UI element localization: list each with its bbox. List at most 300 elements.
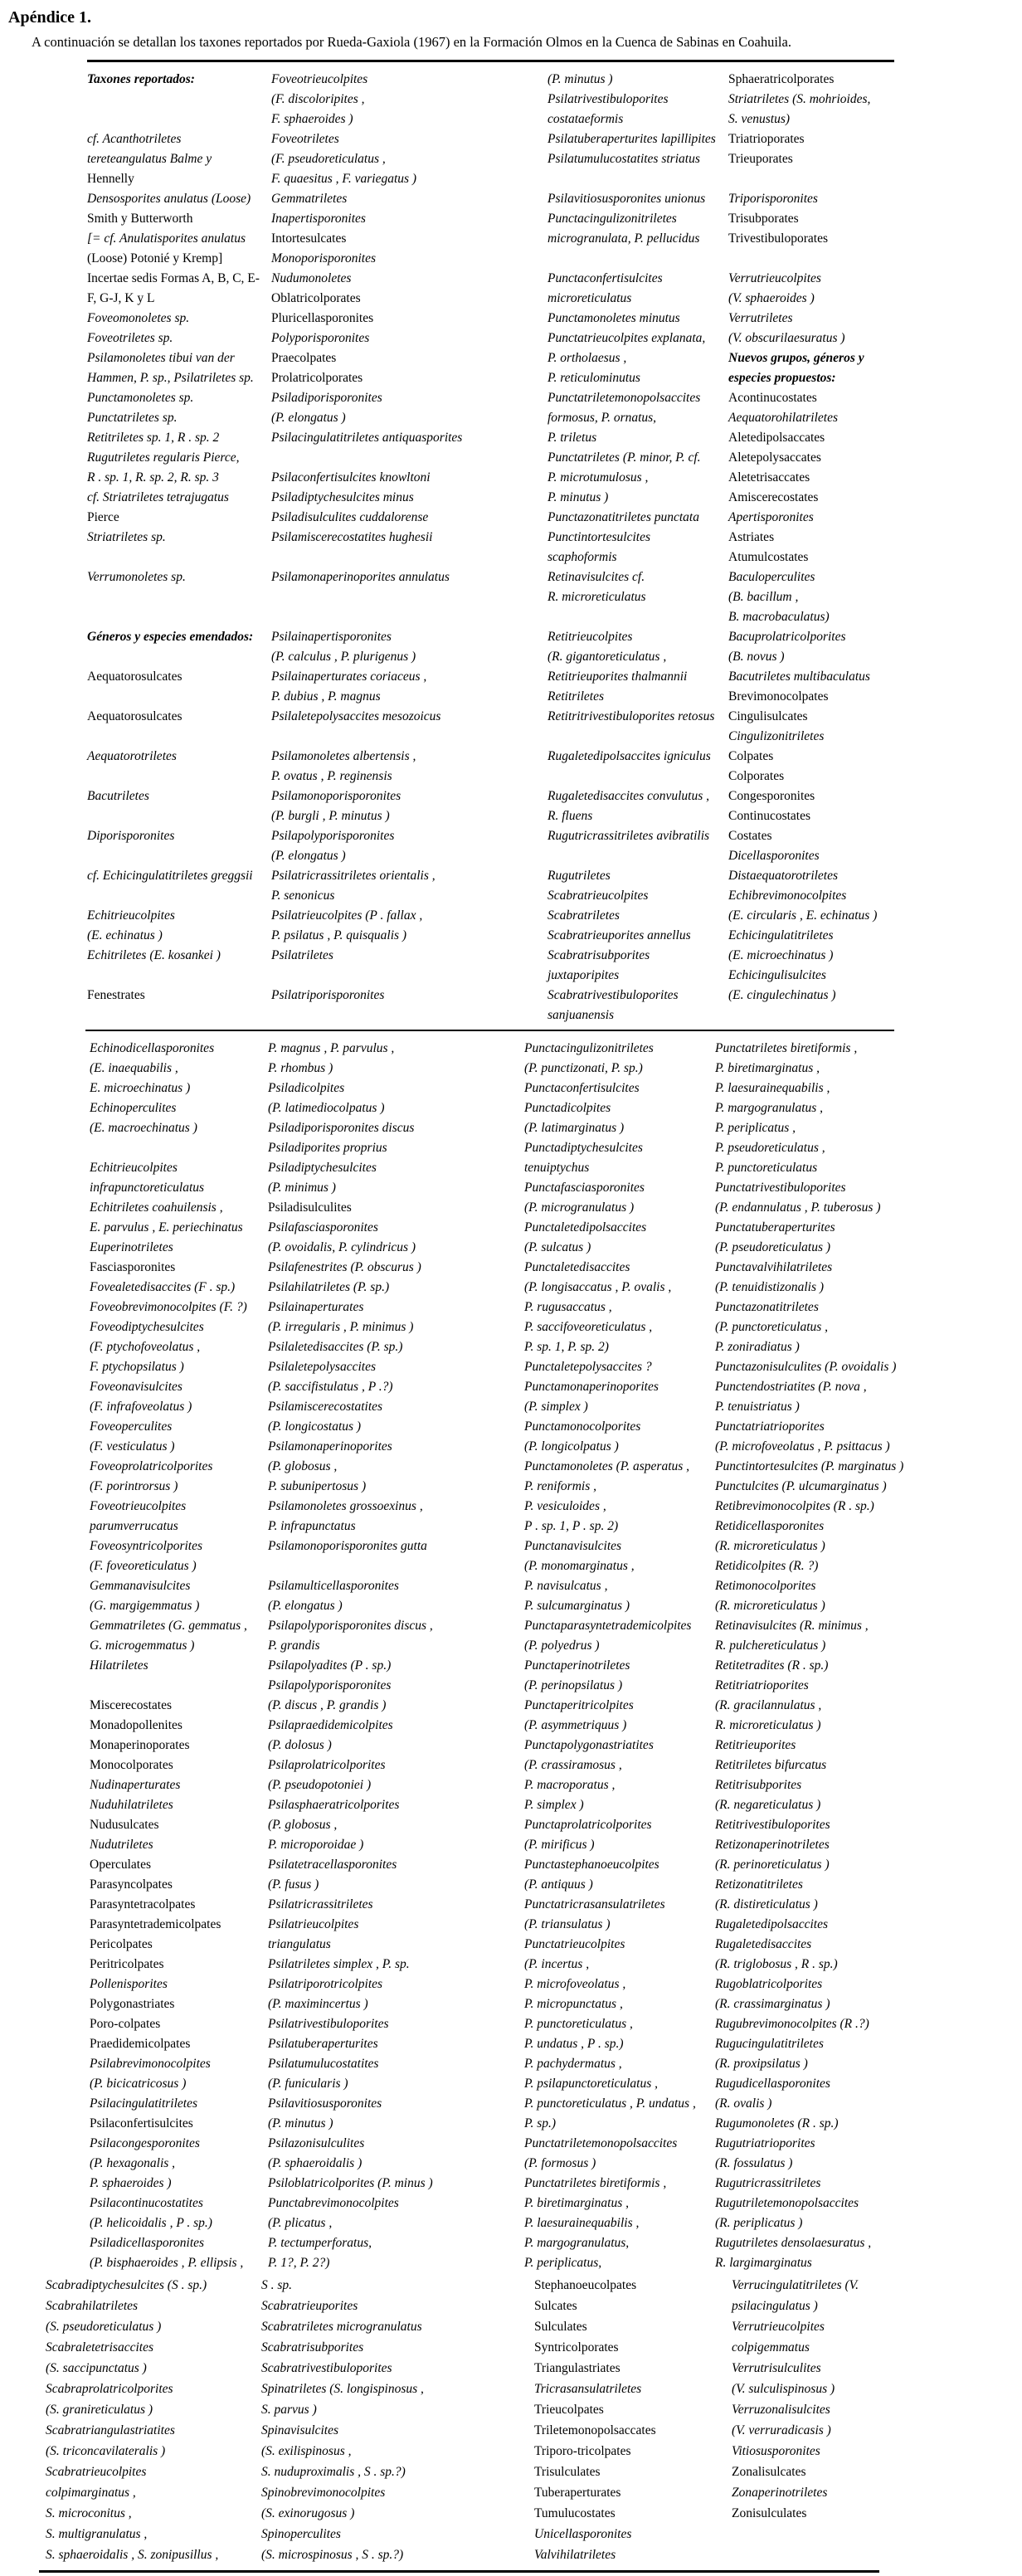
taxon-line: Psilatricrassitriletes [268, 1897, 373, 1911]
taxon-line: Psilapolyporisporonites discus , [268, 1619, 433, 1633]
taxon-line: Unicellasporonites [534, 2527, 632, 2541]
taxon-line: Trisulculates [534, 2465, 601, 2479]
taxon-line: (F. vesticulatus ) [90, 1439, 175, 1454]
taxon-line: P. microfoveolatus , [524, 1977, 626, 1991]
taxon-line: Scabratrieuporites annellus [548, 928, 691, 942]
taxon-line: (E. inaequabilis , [90, 1061, 178, 1075]
taxon-line: Scabratrisubporites [548, 948, 650, 962]
taxon-line: P. reniformis , [524, 1479, 596, 1493]
taxon-line: Trieuporates [728, 152, 793, 166]
taxon-line: Psiladicolpites [268, 1081, 345, 1095]
taxon-line: Operculates [90, 1858, 152, 1872]
taxon-line: (P. fusus ) [268, 1877, 319, 1892]
taxon-line: Psilapolyporisporonites [268, 1678, 392, 1692]
taxon-line: Triangulastriates [534, 2361, 620, 2375]
taxon-line: parumverrucatus [90, 1519, 178, 1533]
taxon-line: Bacutriletes multibaculatus [728, 670, 870, 684]
blank-line [87, 806, 271, 826]
taxon-line: Punctastephanoeucolpites [524, 1858, 659, 1872]
taxon-line: Punctazonisulculites (P. ovoidalis ) [715, 1360, 897, 1374]
blank-line [271, 607, 548, 627]
taxon-line: Nudumonoletes [271, 271, 352, 285]
taxon-line: triangulatus [268, 1937, 331, 1951]
taxon-line: (P. discus , P. grandis ) [268, 1698, 387, 1712]
taxon-line: Foveotrieucolpites [271, 72, 368, 86]
taxon-line: (R. periplicatus ) [715, 2216, 803, 2230]
column-heading: Taxones reportados: [87, 72, 195, 86]
taxon-line: P. punctoreticulatus , P. undatus , [524, 2096, 696, 2111]
taxon-line: (P. minimus ) [268, 1181, 336, 1195]
taxon-line: Punctavalvihilatriletes [715, 1260, 833, 1274]
taxon-line: Punctatuberaperturites [715, 1220, 835, 1234]
taxon-line: R. largimarginatus [715, 2256, 812, 2270]
taxon-line: Pierce [87, 510, 119, 524]
taxon-line: Psilaletedisaccites (P. sp.) [268, 1340, 403, 1354]
blank-line [268, 1556, 524, 1576]
taxa-column-3 [548, 70, 728, 1025]
taxa-column-3 [534, 2275, 732, 2565]
taxon-line: colpigemmatus [732, 2340, 810, 2354]
taxon-line: Psilazonisulculites [268, 2136, 365, 2150]
taxon-line: Foveoprolatricolporites [90, 1459, 213, 1473]
taxon-line: Psilamonoletes tibui van der [87, 351, 235, 365]
taxon-line: (S. pseudoreticulatus ) [46, 2320, 162, 2334]
blank-line [87, 966, 271, 986]
taxon-line: Pluricellasporonites [271, 311, 374, 325]
taxon-line: Gemmatriletes (G. gemmatus , [90, 1619, 247, 1633]
taxon-line: Rugaletedipolsaccites [715, 1917, 829, 1931]
taxon-line: Trieucolpates [534, 2403, 604, 2417]
taxon-line: (V. verruradicasis ) [732, 2423, 831, 2437]
taxon-line: Punctacingulizonitriletes [524, 1041, 654, 1055]
taxa-column-4 [732, 2275, 889, 2524]
taxon-line: Psilamonoletes albertensis , [271, 749, 416, 763]
taxon-line: Echinoperculites [90, 1101, 177, 1115]
taxon-line: Colpates [728, 749, 774, 763]
taxon-line: P. sulcumarginatus ) [524, 1599, 630, 1613]
taxon-line: Rugudicellasporonites [715, 2077, 830, 2091]
taxon-line: Aequatorosulcates [87, 670, 182, 684]
taxon-line: (P. punctizonati, P. sp.) [524, 1061, 643, 1075]
taxon-line: colpimarginatus , [46, 2486, 136, 2500]
blank-line [271, 727, 548, 747]
taxon-line: P. periplicatus, [524, 2256, 602, 2270]
taxon-line: P. sp.) [524, 2116, 557, 2130]
taxon-line: microreticulatus [548, 291, 632, 305]
taxon-line: Psilaprolatricolporites [268, 1758, 386, 1772]
taxon-line: Retimonocolporites [715, 1579, 816, 1593]
taxon-line: Pericolpates [90, 1937, 153, 1951]
taxon-line: Retitrivestibuloporites [715, 1818, 830, 1832]
taxon-line: Retinavisulcites cf. [548, 570, 645, 584]
taxon-line: Echicingulatitriletes [728, 928, 834, 942]
taxon-line: P. laesurainequabilis , [715, 1081, 830, 1095]
taxon-line: Psilamulticellasporonites [268, 1579, 399, 1593]
taxon-line: Psiladisulculites cuddalorense [271, 510, 429, 524]
taxon-line: (S. triconcavilateralis ) [46, 2444, 166, 2458]
taxon-line: Psilafasciasporonites [268, 1220, 378, 1234]
taxon-line: (P. elongatus ) [271, 849, 346, 863]
taxon-line: (V. sulculispinosus ) [732, 2382, 835, 2396]
taxon-line: (P. asymmetriquus ) [524, 1718, 627, 1732]
taxon-line: (Loose) Potonié y Kremp] [87, 251, 223, 265]
taxon-line: Psilapolyadites (P . sp.) [268, 1658, 392, 1673]
taxon-line: Echitriletes (E. kosankei ) [87, 948, 221, 962]
taxa-table-tail-section [39, 2273, 1022, 2565]
taxon-line: psilacingulatus ) [732, 2299, 818, 2313]
taxon-line: Psilapolyporisporonites [271, 829, 395, 843]
taxon-line: Zonisulculates [732, 2506, 807, 2520]
taxon-line: S. venustus) [728, 112, 791, 126]
taxon-line: (P. latimarginatus ) [524, 1121, 625, 1135]
taxon-line: Bacutriletes [87, 789, 149, 803]
taxon-line: (E. microechinatus ) [728, 948, 834, 962]
blank-line [728, 249, 894, 269]
taxon-line: Verrutrisulculites [732, 2361, 821, 2375]
taxon-line: Psilatetracellasporonites [268, 1858, 397, 1872]
taxon-line: (F. discoloripites , [271, 92, 365, 106]
taxon-line: (P. crassiramosus , [524, 1758, 622, 1772]
taxon-line: Punctulcites (P. ulcumarginatus ) [715, 1479, 887, 1493]
taxon-line: Psilamonoporisporonites gutta [268, 1539, 427, 1553]
taxon-line: Psilamonoletes grossoexinus , [268, 1499, 423, 1513]
taxa-table-section-2 [87, 1031, 1022, 2273]
taxon-line: P. zoniradiatus ) [715, 1340, 800, 1354]
taxon-line: Scabratrivestibuloporites [261, 2361, 392, 2375]
taxon-line: Echitriletes coahuilensis , [90, 1200, 223, 1215]
blank-line [90, 1138, 268, 1158]
taxon-line: Scabrahilatriletes [46, 2299, 139, 2313]
taxon-line: P. pachydermatus , [524, 2057, 622, 2071]
taxon-line: costataeformis [548, 112, 624, 126]
taxon-line: Apertisporonites [728, 510, 814, 524]
taxon-line: Trivestibuloporates [728, 231, 828, 246]
taxon-line: Psilainaperturates [268, 1300, 364, 1314]
taxon-line: (P. perinopsilatus ) [524, 1678, 623, 1692]
taxon-line: Zonalisulcates [732, 2465, 806, 2479]
taxon-line: Punctatriletes biretiformis , [524, 2176, 667, 2190]
taxon-line: P. psilatus , P. quisqualis ) [271, 928, 407, 942]
taxon-line: Retitrieuporites [715, 1738, 796, 1752]
taxon-line: Amiscerecostates [728, 490, 819, 504]
taxon-line: (F. ptychofoveolatus , [90, 1340, 201, 1354]
taxon-line: P. microporoidae ) [268, 1838, 364, 1852]
taxon-line: G. microgemmatus ) [90, 1639, 195, 1653]
taxon-line: cf. Acanthotriletes [87, 132, 182, 146]
taxon-line: Foveomonoletes sp. [87, 311, 190, 325]
taxon-line: Foveotriletes sp. [87, 331, 173, 345]
taxon-line: P. undatus , P . sp.) [524, 2037, 624, 2051]
page-title: Apéndice 1. [8, 8, 91, 27]
blank-line [87, 727, 271, 747]
taxon-line: Triporisporonites [728, 192, 818, 206]
taxon-line: Nudutriletes [90, 1838, 153, 1852]
column-heading: especies propuestos: [728, 371, 836, 385]
taxon-line: (R. gracilannulatus , [715, 1698, 822, 1712]
taxon-line: (P. maximincertus ) [268, 1997, 368, 2011]
taxon-line: (P. triansulatus ) [524, 1917, 611, 1931]
taxon-line: S . sp. [261, 2278, 293, 2292]
taxon-line: Punctacingulizonitriletes [548, 212, 677, 226]
taxa-column-2 [261, 2275, 534, 2565]
taxon-line: Psilafenestrites (P. obscurus ) [268, 1260, 421, 1274]
taxon-line: cf. Echicingulatitriletes greggsii [87, 869, 253, 883]
taxon-line: Psilatuberaperturites lapillipites [548, 132, 716, 146]
blank-line [87, 687, 271, 707]
taxon-line: Monocolporates [90, 1758, 173, 1772]
taxon-line: Sulculates [534, 2320, 587, 2334]
taxon-line: F. quaesitus , F. variegatus ) [271, 172, 417, 186]
taxon-line: R . sp. 1, R. sp. 2, R. sp. 3 [87, 470, 219, 485]
taxon-line: Punctintortesulcites [548, 530, 650, 544]
taxon-line: Praecolpates [271, 351, 337, 365]
taxon-line: Densosporites anulatus (Loose) [87, 192, 251, 206]
taxon-line: Psiladiporites proprius [268, 1141, 387, 1155]
taxon-line: Foveonavisulcites [90, 1380, 182, 1394]
taxon-line: Retizonaperinotriletes [715, 1838, 830, 1852]
blank-line [87, 846, 271, 866]
taxon-line: Cingulizonitriletes [728, 729, 825, 743]
taxon-line: (P. formosus ) [524, 2156, 596, 2170]
taxon-line: Rugutricrassitriletes avibratilis [548, 829, 710, 843]
taxon-line: Psilaconfertisulcites knowltoni [271, 470, 431, 485]
taxon-line: Punctadiptychesulcites [524, 1141, 643, 1155]
taxon-line: Nudusulcates [90, 1818, 159, 1832]
taxon-line: Psilatrieucolpites (P . fallax , [271, 908, 423, 923]
taxon-line: P. simplex ) [524, 1798, 584, 1812]
taxon-line: (P. monomarginatus , [524, 1559, 635, 1573]
taxon-line: Aequatorotriletes [87, 749, 177, 763]
taxon-line: Retidicellasporonites [715, 1519, 825, 1533]
taxon-line: Hennelly [87, 172, 134, 186]
taxon-line: (R. fossulatus ) [715, 2156, 793, 2170]
taxon-line: P. psilapunctoreticulatus , [524, 2077, 659, 2091]
taxon-line: Stephanoeucolpates [534, 2278, 637, 2292]
taxon-line: Foveotriletes [271, 132, 339, 146]
taxon-line: Psiladiptychesulcites [268, 1161, 377, 1175]
taxon-line: (S. granireticulatus ) [46, 2403, 153, 2417]
taxon-line: Punctatrivestibuloporites [715, 1181, 846, 1195]
taxon-line: Zonaperinotriletes [732, 2486, 828, 2500]
taxon-line: (P. calculus , P. plurigenus ) [271, 650, 416, 664]
taxon-line: Triletemonopolsaccates [534, 2423, 656, 2437]
taxon-line: (R. distireticulatus ) [715, 1897, 818, 1911]
taxon-line: S. microconitus , [46, 2506, 132, 2520]
taxon-line: (P. dolosus ) [268, 1738, 332, 1752]
taxon-line: Trisubporates [728, 212, 799, 226]
taxon-line: Punctatriletes sp. [87, 411, 178, 425]
taxon-line: (P. longicolpatus ) [524, 1439, 619, 1454]
taxon-line: Aletepolysaccates [728, 450, 821, 465]
taxon-line: (R. microreticulatus ) [715, 1599, 825, 1613]
taxon-line: Poro-colpates [90, 2017, 161, 2031]
taxon-line: (P. simplex ) [524, 1400, 588, 1414]
taxon-line: Punctaconfertisulcites [548, 271, 663, 285]
taxon-line: (P. funicularis ) [268, 2077, 348, 2091]
blank-line [548, 169, 728, 189]
taxon-line: (F. porintrorsus ) [90, 1479, 178, 1493]
taxon-line: P. periplicatus , [715, 1121, 796, 1135]
taxon-line: infrapunctoreticulatus [90, 1181, 205, 1195]
taxon-line: Nudinaperturates [90, 1778, 181, 1792]
taxon-line: Rugaletedisaccites [715, 1937, 812, 1951]
taxa-column-2 [271, 70, 548, 1006]
taxon-line: (P. incertus , [524, 1957, 590, 1971]
taxon-line: Retitritrivestibuloporites retosus [548, 709, 715, 723]
taxon-line: P. subunipertosus ) [268, 1479, 367, 1493]
taxon-line: juxtaporipites [548, 968, 620, 982]
taxon-line: S. nuduproximalis , S . sp.?) [261, 2465, 406, 2479]
taxon-line: Punctatriatrioporites [715, 1419, 825, 1434]
taxon-line: Sulcates [534, 2299, 577, 2313]
taxon-line: (P. bisphaeroides , P. ellipsis , [90, 2256, 244, 2270]
taxon-line: Psilabrevimonocolpites [90, 2057, 211, 2071]
taxa-column-1 [87, 70, 271, 1006]
taxon-line: (P. globosus , [268, 1818, 338, 1832]
taxa-column-4 [715, 1039, 904, 2273]
taxon-line: Continucostates [728, 809, 811, 823]
taxon-line: Scabratrivestibuloporites [548, 988, 679, 1002]
taxon-line: Fovealetedisaccites (F . sp.) [90, 1280, 236, 1294]
taxon-line: Psilatrieucolpites [268, 1917, 359, 1931]
taxon-line: Punctaletepolysaccites ? [524, 1360, 652, 1374]
taxon-line: Punctabrevimonocolpites [268, 2196, 399, 2210]
taxon-line: Scabratrieucolpites [46, 2465, 147, 2479]
taxon-line: Spinavisulcites [261, 2423, 338, 2437]
taxon-line: Psilatrivestibuloporites [268, 2017, 389, 2031]
taxon-line: (P. minutus ) [548, 72, 613, 86]
taxon-line: Smith y Butterworth [87, 212, 193, 226]
taxon-line: P. macroporatus , [524, 1778, 616, 1792]
taxon-line: Punctintortesulcites (P. marginatus ) [715, 1459, 904, 1473]
taxon-line: (P. latimediocolpatus ) [268, 1101, 385, 1115]
taxon-line: Punctatricrasansulatriletes [524, 1897, 665, 1911]
taxon-line: Aequatorosulcates [87, 709, 182, 723]
taxon-line: Foveosyntricolporites [90, 1539, 203, 1553]
taxon-line: (R. proxipsilatus ) [715, 2057, 808, 2071]
taxon-line: cf. Striatriletes tetrajugatus [87, 490, 229, 504]
taxon-line: (S. saccipunctatus ) [46, 2361, 147, 2375]
taxon-line: Scabratrieuporites [261, 2299, 358, 2313]
taxon-line: Tricrasansulatriletes [534, 2382, 642, 2396]
taxon-line: Rugumonoletes (R . sp.) [715, 2116, 839, 2130]
taxon-line: Psiladiptychesulcites minus [271, 490, 414, 504]
taxon-line: Rugubrevimonocolpites (R .?) [715, 2017, 869, 2031]
taxon-line: Psilamonaperinoporites [268, 1439, 392, 1454]
taxon-line: R. pulchereticulatus ) [715, 1639, 826, 1653]
taxon-line: Foveoperculites [90, 1419, 173, 1434]
taxon-line: (E. macroechinatus ) [90, 1121, 197, 1135]
taxon-line: P. biretimarginatus , [524, 2196, 630, 2210]
taxon-line: Gemmanavisulcites [90, 1579, 191, 1593]
taxon-line: Punctamonoletes minutus [548, 311, 680, 325]
taxon-line: Fasciasporonites [90, 1260, 176, 1274]
taxon-line: (R. ovalis ) [715, 2096, 772, 2111]
taxon-line: Psilatriletes simplex , P. sp. [268, 1957, 410, 1971]
taxon-line: P. microtumulosus , [548, 470, 649, 485]
taxon-line: Echinodicellasporonites [90, 1041, 215, 1055]
taxon-line: Psilamiscerecostatites [268, 1400, 383, 1414]
taxon-line: sanjuanensis [548, 1008, 615, 1022]
taxon-line: (B. bacillum , [728, 590, 799, 604]
taxon-line: Retinavisulcites (R. minimus , [715, 1619, 869, 1633]
taxon-line: Echicingulisulcites [728, 968, 826, 982]
taxon-line: (P. irregularis , P. minimus ) [268, 1320, 414, 1334]
taxon-line: Striatriletes sp. [87, 530, 166, 544]
taxon-line: Psiloblatricolporites (P. minus ) [268, 2176, 433, 2190]
taxon-line: (P. longisaccatus , P. ovalis , [524, 1280, 672, 1294]
taxon-line: P. grandis [268, 1639, 320, 1653]
taxon-line: Punctadicolpites [524, 1101, 611, 1115]
blank-line [548, 249, 728, 269]
taxon-line: S. parvus ) [261, 2403, 317, 2417]
blank-line [728, 169, 894, 189]
taxon-line: Cingulisulcates [728, 709, 808, 723]
taxon-line: Psilamonoporisporonites [271, 789, 402, 803]
blank-line [548, 767, 728, 786]
taxon-line: Retitriletes sp. 1, R . sp. 2 [87, 431, 220, 445]
taxon-line: Psilaconfertisulcites [90, 2116, 193, 2130]
taxon-line: (P. microgranulatus ) [524, 1200, 635, 1215]
taxon-line: formosus, P. ornatus, [548, 411, 657, 425]
taxon-line: P. magnus , P. parvulus , [268, 1041, 395, 1055]
taxon-line: P. minutus ) [548, 490, 609, 504]
taxon-line: Punctapolygonastriatites [524, 1738, 654, 1752]
taxon-line: (P. longicostatus ) [268, 1419, 362, 1434]
taxon-line: (P. bicicatricosus ) [90, 2077, 187, 2091]
taxon-line: tenuiptychus [524, 1161, 590, 1175]
blank-line [271, 448, 548, 468]
taxon-line: Psilacingulatitriletes antiquasporites [271, 431, 463, 445]
taxon-line: Punctaprolatricolporites [524, 1818, 652, 1832]
taxon-line: Intortesulcates [271, 231, 347, 246]
taxon-line: P. reticulominutus [548, 371, 640, 385]
taxon-line: Valvihilatriletes [534, 2548, 616, 2562]
taxon-line: Colporates [728, 769, 785, 783]
taxon-line: Polyporisporonites [271, 331, 370, 345]
taxon-line: (P. polyedrus ) [524, 1639, 600, 1653]
taxon-line: Psilacontinucostatites [90, 2196, 203, 2210]
taxon-line: Incertae sedis Formas A, B, C, E- [87, 271, 260, 285]
blank-line [271, 548, 548, 567]
taxon-line: (P. burgli , P. minutus ) [271, 809, 390, 823]
blank-line [87, 647, 271, 667]
taxon-line: Retibrevimonocolpites (R . sp.) [715, 1499, 874, 1513]
blank-line [87, 886, 271, 906]
taxon-line: Scabratrieucolpites [548, 889, 649, 903]
taxon-line: Vitiosusporonites [732, 2444, 820, 2458]
blank-line [87, 607, 271, 627]
taxon-line: Psilahilatriletes (P. sp.) [268, 1280, 390, 1294]
taxon-line: Psilavitiosusporonites [268, 2096, 382, 2111]
taxon-line: (R. microreticulatus ) [715, 1539, 825, 1553]
taxon-line: (G. margigemmatus ) [90, 1599, 200, 1613]
taxon-line: B. macrobaculatus) [728, 610, 830, 624]
taxon-line: P. rugusaccatus , [524, 1300, 612, 1314]
taxon-line: Punctaletedipolsaccites [524, 1220, 647, 1234]
taxon-line: scaphoformis [548, 550, 617, 564]
taxon-line: P. infrapunctatus [268, 1519, 356, 1533]
taxon-line: Spinoperculites [261, 2527, 341, 2541]
taxon-line: Punctatriletes (P. minor, P. cf. [548, 450, 701, 465]
taxon-line: Punctafasciasporonites [524, 1181, 645, 1195]
taxon-line: Acontinucostates [728, 391, 817, 405]
blank-line [90, 1676, 268, 1696]
taxon-line: Psiladiporisporonites [271, 391, 382, 405]
taxon-line: Parasyntetrademicolpates [90, 1917, 221, 1931]
taxon-line: S. sphaeroidalis , S. zonipusillus , [46, 2548, 219, 2562]
taxon-line: Aequatorohilatriletes [728, 411, 839, 425]
